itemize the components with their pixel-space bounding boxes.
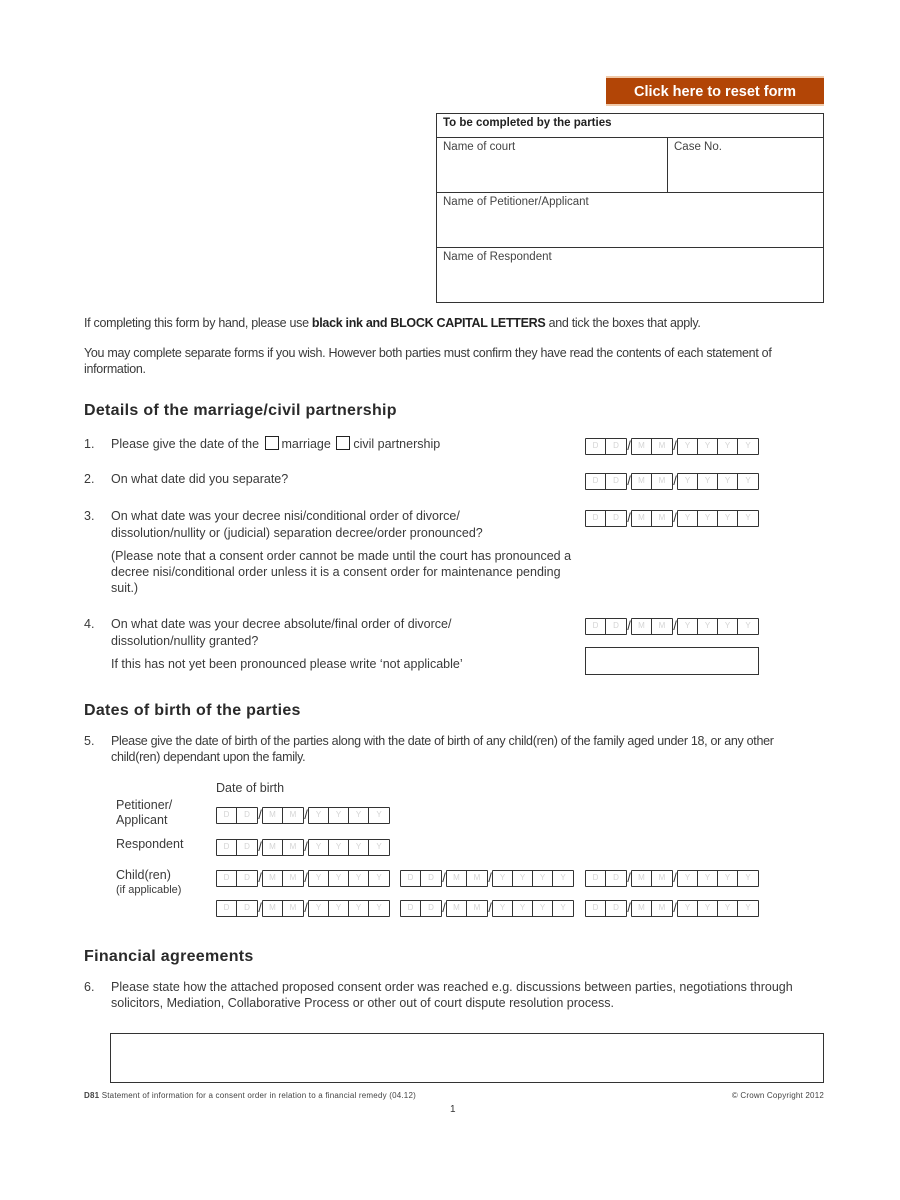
day-digit-box[interactable]: D <box>244 809 250 819</box>
day-digit-box[interactable]: D <box>613 902 619 912</box>
year-group[interactable] <box>308 900 390 917</box>
petitioner-name-label: Name of Petitioner/Applicant <box>443 196 589 208</box>
date-separator: / <box>258 839 262 854</box>
footer-copyright: © Crown Copyright 2012 <box>731 1091 824 1100</box>
year-digit-box[interactable]: Y <box>533 901 553 916</box>
month-digit-box[interactable]: M <box>632 619 652 634</box>
question-4-line-2: dissolution/nullity granted? <box>111 634 259 648</box>
day-digit-box[interactable]: D <box>217 901 237 916</box>
year-digit-box[interactable]: Y <box>678 901 698 916</box>
year-group[interactable] <box>677 473 759 490</box>
day-group[interactable] <box>585 618 627 635</box>
month-digit-box[interactable]: M <box>658 902 666 912</box>
parties-box-caption: To be completed by the parties <box>437 114 823 138</box>
date-separator: / <box>627 870 631 885</box>
footer-form-code: D81 <box>84 1091 100 1100</box>
year-digit-box[interactable]: Y <box>309 808 329 823</box>
date-separator: / <box>627 438 631 453</box>
month-digit-box[interactable]: M <box>263 808 283 823</box>
day-digit-box[interactable]: D <box>613 620 619 630</box>
day-digit-box[interactable]: D <box>586 439 606 454</box>
month-group[interactable] <box>631 473 673 490</box>
day-digit-box[interactable]: D <box>217 808 237 823</box>
date-separator: / <box>673 510 677 525</box>
respondent-dob-label: Respondent <box>116 837 184 851</box>
date-separator: / <box>673 473 677 488</box>
year-digit-box[interactable]: Y <box>718 474 738 489</box>
year-digit-box[interactable]: Y <box>513 901 533 916</box>
month-digit-box[interactable]: M <box>289 841 297 851</box>
month-group[interactable] <box>262 807 304 824</box>
month-group[interactable] <box>262 900 304 917</box>
month-digit-box[interactable]: M <box>447 901 467 916</box>
year-group[interactable] <box>492 900 574 917</box>
date-separator: / <box>627 618 631 633</box>
year-group[interactable] <box>677 510 759 527</box>
year-group[interactable] <box>308 807 390 824</box>
year-digit-box[interactable]: Y <box>745 620 751 630</box>
year-digit-box[interactable]: Y <box>698 511 718 526</box>
day-digit-box[interactable]: D <box>586 901 606 916</box>
year-digit-box[interactable]: Y <box>745 872 751 882</box>
question-number: 1. <box>84 437 95 451</box>
day-digit-box[interactable]: D <box>244 902 250 912</box>
instructions-emphasis: black ink and BLOCK CAPITAL LETTERS <box>311 316 546 330</box>
month-digit-box[interactable]: M <box>658 620 666 630</box>
day-group[interactable] <box>585 473 627 490</box>
month-digit-box[interactable]: M <box>289 902 297 912</box>
month-digit-box[interactable]: M <box>658 475 666 485</box>
year-digit-box[interactable]: Y <box>678 439 698 454</box>
consent-order-reached-field[interactable] <box>110 1033 824 1083</box>
day-digit-box[interactable]: D <box>586 619 606 634</box>
day-group[interactable] <box>585 870 627 887</box>
question-3-line-1: On what date was your decree nisi/conditional order of divorce/ <box>111 509 460 523</box>
date-separator: / <box>627 510 631 525</box>
question-3-line-2: dissolution/nullity or (judicial) separation decree/order pronounced? <box>111 526 483 540</box>
year-digit-box[interactable]: Y <box>533 871 553 886</box>
month-digit-box[interactable]: M <box>263 871 283 886</box>
year-digit-box[interactable]: Y <box>329 840 349 855</box>
year-digit-box[interactable]: Y <box>718 619 738 634</box>
page-number: 1 <box>450 1104 456 1115</box>
month-digit-box[interactable]: M <box>632 474 652 489</box>
day-digit-box[interactable]: D <box>428 872 434 882</box>
date-separator: / <box>304 900 308 915</box>
question-6: Please state how the attached proposed consent order was reached e.g. discussions between parties, negotiations through solicitors, Mediation, Collaborative Process or other out of court dispute resolution process. <box>111 980 793 1010</box>
date-separator: / <box>673 900 677 915</box>
month-digit-box[interactable]: M <box>632 511 652 526</box>
civil-partnership-option-label: civil partnership <box>353 437 441 451</box>
date-field-q4[interactable] <box>585 617 759 635</box>
year-digit-box[interactable]: Y <box>376 809 382 819</box>
date-field-respondent-dob[interactable] <box>216 838 390 856</box>
date-separator: / <box>304 807 308 822</box>
marriage-option-label: marriage <box>281 437 331 451</box>
question-3-note: (Please note that a consent order cannot be made until the court has pronounced a decree nisi/conditional order unless it is a consent order for maintenance pending suit.) <box>111 549 572 595</box>
month-group[interactable] <box>631 438 673 455</box>
year-digit-box[interactable]: Y <box>349 901 369 916</box>
year-digit-box[interactable]: Y <box>745 512 751 522</box>
day-digit-box[interactable]: D <box>613 440 619 450</box>
day-digit-box[interactable]: D <box>586 511 606 526</box>
instructions-line-2: You may complete separate forms if you wish. However both parties must confirm they have read the contents of each statement of information. <box>84 346 772 376</box>
respondent-name-label: Name of Respondent <box>443 251 552 263</box>
not-applicable-field[interactable] <box>585 647 759 675</box>
year-digit-box[interactable]: Y <box>718 901 738 916</box>
question-4-line-1: On what date was your decree absolute/final order of divorce/ <box>111 617 452 631</box>
day-digit-box[interactable]: D <box>217 871 237 886</box>
year-digit-box[interactable]: Y <box>678 511 698 526</box>
month-digit-box[interactable]: M <box>447 871 467 886</box>
question-2: On what date did you separate? <box>111 472 289 486</box>
date-field-child-4[interactable] <box>216 899 390 917</box>
year-digit-box[interactable]: Y <box>376 872 382 882</box>
year-digit-box[interactable]: Y <box>718 871 738 886</box>
question-number: 2. <box>84 472 95 486</box>
day-digit-box[interactable]: D <box>244 872 250 882</box>
marriage-checkbox[interactable] <box>265 436 279 450</box>
date-separator: / <box>488 870 492 885</box>
question-number: 6. <box>84 980 95 994</box>
day-digit-box[interactable]: D <box>401 871 421 886</box>
footer-form-title: Statement of information for a consent order in relation to a financial remedy (04.12) <box>101 1091 416 1100</box>
year-digit-box[interactable]: Y <box>745 902 751 912</box>
year-digit-box[interactable]: Y <box>678 474 698 489</box>
question-1-text: Please give the date of the <box>111 437 260 451</box>
month-digit-box[interactable]: M <box>632 871 652 886</box>
instructions-text: and tick the boxes that apply. <box>545 316 701 330</box>
year-group[interactable] <box>492 870 574 887</box>
month-digit-box[interactable]: M <box>632 901 652 916</box>
children-dob-label: Child(ren) <box>116 868 171 882</box>
year-digit-box[interactable]: Y <box>349 871 369 886</box>
year-digit-box[interactable]: Y <box>493 901 513 916</box>
date-field-child-3[interactable] <box>585 869 759 887</box>
date-separator: / <box>304 839 308 854</box>
date-field-q1[interactable] <box>585 437 759 455</box>
year-digit-box[interactable]: Y <box>698 439 718 454</box>
date-separator: / <box>258 900 262 915</box>
question-1 <box>111 436 440 452</box>
month-digit-box[interactable]: M <box>289 872 297 882</box>
year-digit-box[interactable]: Y <box>309 840 329 855</box>
question-5: Please give the date of birth of the parties along with the date of birth of any child(ren) of the family aged under 18, or any other child(ren) dependant upon the family. <box>111 734 774 764</box>
year-digit-box[interactable]: Y <box>513 871 533 886</box>
date-field-q2[interactable] <box>585 472 759 490</box>
day-digit-box[interactable]: D <box>586 474 606 489</box>
date-separator: / <box>258 870 262 885</box>
respondent-name-field[interactable] <box>437 248 823 302</box>
month-digit-box[interactable]: M <box>289 809 297 819</box>
year-group[interactable] <box>308 839 390 856</box>
month-group[interactable] <box>262 870 304 887</box>
day-digit-box[interactable]: D <box>428 902 434 912</box>
year-digit-box[interactable]: Y <box>718 439 738 454</box>
year-digit-box[interactable]: Y <box>329 808 349 823</box>
month-digit-box[interactable]: M <box>263 840 283 855</box>
year-digit-box[interactable]: Y <box>560 872 566 882</box>
date-separator: / <box>304 870 308 885</box>
instructions-line-1 <box>84 315 834 331</box>
date-separator: / <box>488 900 492 915</box>
year-digit-box[interactable]: Y <box>560 902 566 912</box>
civil-partnership-checkbox[interactable] <box>336 436 350 450</box>
section-heading-financial: Financial agreements <box>84 948 254 965</box>
day-digit-box[interactable]: D <box>613 872 619 882</box>
dob-column-header: Date of birth <box>216 781 285 795</box>
year-group[interactable] <box>677 900 759 917</box>
month-digit-box[interactable]: M <box>473 872 481 882</box>
year-digit-box[interactable]: Y <box>718 511 738 526</box>
day-digit-box[interactable]: D <box>586 871 606 886</box>
parties-details-box <box>436 113 824 303</box>
year-group[interactable] <box>677 618 759 635</box>
year-digit-box[interactable]: Y <box>376 841 382 851</box>
year-digit-box[interactable]: Y <box>745 475 751 485</box>
month-digit-box[interactable]: M <box>658 440 666 450</box>
court-name-field[interactable] <box>437 138 668 193</box>
date-separator: / <box>627 473 631 488</box>
day-group[interactable] <box>216 870 258 887</box>
month-digit-box[interactable]: M <box>658 872 666 882</box>
question-number: 4. <box>84 617 95 631</box>
year-digit-box[interactable]: Y <box>745 440 751 450</box>
year-group[interactable] <box>677 438 759 455</box>
date-field-q3[interactable] <box>585 509 759 527</box>
day-digit-box[interactable]: D <box>217 840 237 855</box>
month-digit-box[interactable]: M <box>658 512 666 522</box>
day-group[interactable] <box>216 900 258 917</box>
day-group[interactable] <box>216 839 258 856</box>
year-digit-box[interactable]: Y <box>349 808 369 823</box>
date-separator: / <box>673 870 677 885</box>
date-field-child-1[interactable] <box>216 869 390 887</box>
month-group[interactable] <box>446 900 488 917</box>
year-digit-box[interactable]: Y <box>698 619 718 634</box>
case-number-label: Case No. <box>674 141 722 153</box>
date-field-child-2[interactable] <box>400 869 574 887</box>
month-group[interactable] <box>631 900 673 917</box>
year-digit-box[interactable]: Y <box>329 871 349 886</box>
date-separator: / <box>673 438 677 453</box>
month-group[interactable] <box>631 618 673 635</box>
year-digit-box[interactable]: Y <box>309 871 329 886</box>
section-heading-marriage: Details of the marriage/civil partnership <box>84 402 397 419</box>
day-digit-box[interactable]: D <box>401 901 421 916</box>
year-digit-box[interactable]: Y <box>698 474 718 489</box>
year-digit-box[interactable]: Y <box>309 901 329 916</box>
question-number: 5. <box>84 734 95 748</box>
petitioner-dob-label: Petitioner/ Applicant <box>116 798 173 827</box>
day-group[interactable] <box>585 900 627 917</box>
month-group[interactable] <box>631 510 673 527</box>
day-digit-box[interactable]: D <box>613 512 619 522</box>
day-group[interactable] <box>585 438 627 455</box>
year-group[interactable] <box>677 870 759 887</box>
month-digit-box[interactable]: M <box>632 439 652 454</box>
date-separator: / <box>442 900 446 915</box>
month-group[interactable] <box>631 870 673 887</box>
children-dob-sublabel: (if applicable) <box>116 884 182 896</box>
year-digit-box[interactable]: Y <box>493 871 513 886</box>
day-group[interactable] <box>216 807 258 824</box>
day-digit-box[interactable]: D <box>613 475 619 485</box>
year-digit-box[interactable]: Y <box>678 619 698 634</box>
footer-form-info <box>84 1091 416 1100</box>
month-digit-box[interactable]: M <box>473 902 481 912</box>
year-digit-box[interactable]: Y <box>698 871 718 886</box>
year-digit-box[interactable]: Y <box>698 901 718 916</box>
instructions-text: If completing this form by hand, please use <box>84 316 312 330</box>
case-number-field[interactable] <box>668 138 823 193</box>
date-separator: / <box>442 870 446 885</box>
year-digit-box[interactable]: Y <box>349 840 369 855</box>
day-digit-box[interactable]: D <box>244 841 250 851</box>
reset-form-button[interactable]: Click here to reset form <box>606 76 824 106</box>
section-heading-dates-of-birth: Dates of birth of the parties <box>84 702 301 719</box>
month-group[interactable] <box>446 870 488 887</box>
question-4-note: If this has not yet been pronounced please write ‘not applicable’ <box>111 657 463 671</box>
month-group[interactable] <box>262 839 304 856</box>
date-field-child-6[interactable] <box>585 899 759 917</box>
court-name-label: Name of court <box>443 141 516 153</box>
year-group[interactable] <box>308 870 390 887</box>
day-group[interactable] <box>400 870 442 887</box>
month-digit-box[interactable]: M <box>263 901 283 916</box>
date-field-child-5[interactable] <box>400 899 574 917</box>
day-group[interactable] <box>400 900 442 917</box>
date-separator: / <box>627 900 631 915</box>
day-group[interactable] <box>585 510 627 527</box>
question-number: 3. <box>84 509 95 523</box>
date-field-petitioner-dob[interactable] <box>216 806 390 824</box>
date-separator: / <box>673 618 677 633</box>
petitioner-name-field[interactable] <box>437 193 823 248</box>
year-digit-box[interactable]: Y <box>376 902 382 912</box>
date-separator: / <box>258 807 262 822</box>
year-digit-box[interactable]: Y <box>678 871 698 886</box>
year-digit-box[interactable]: Y <box>329 901 349 916</box>
